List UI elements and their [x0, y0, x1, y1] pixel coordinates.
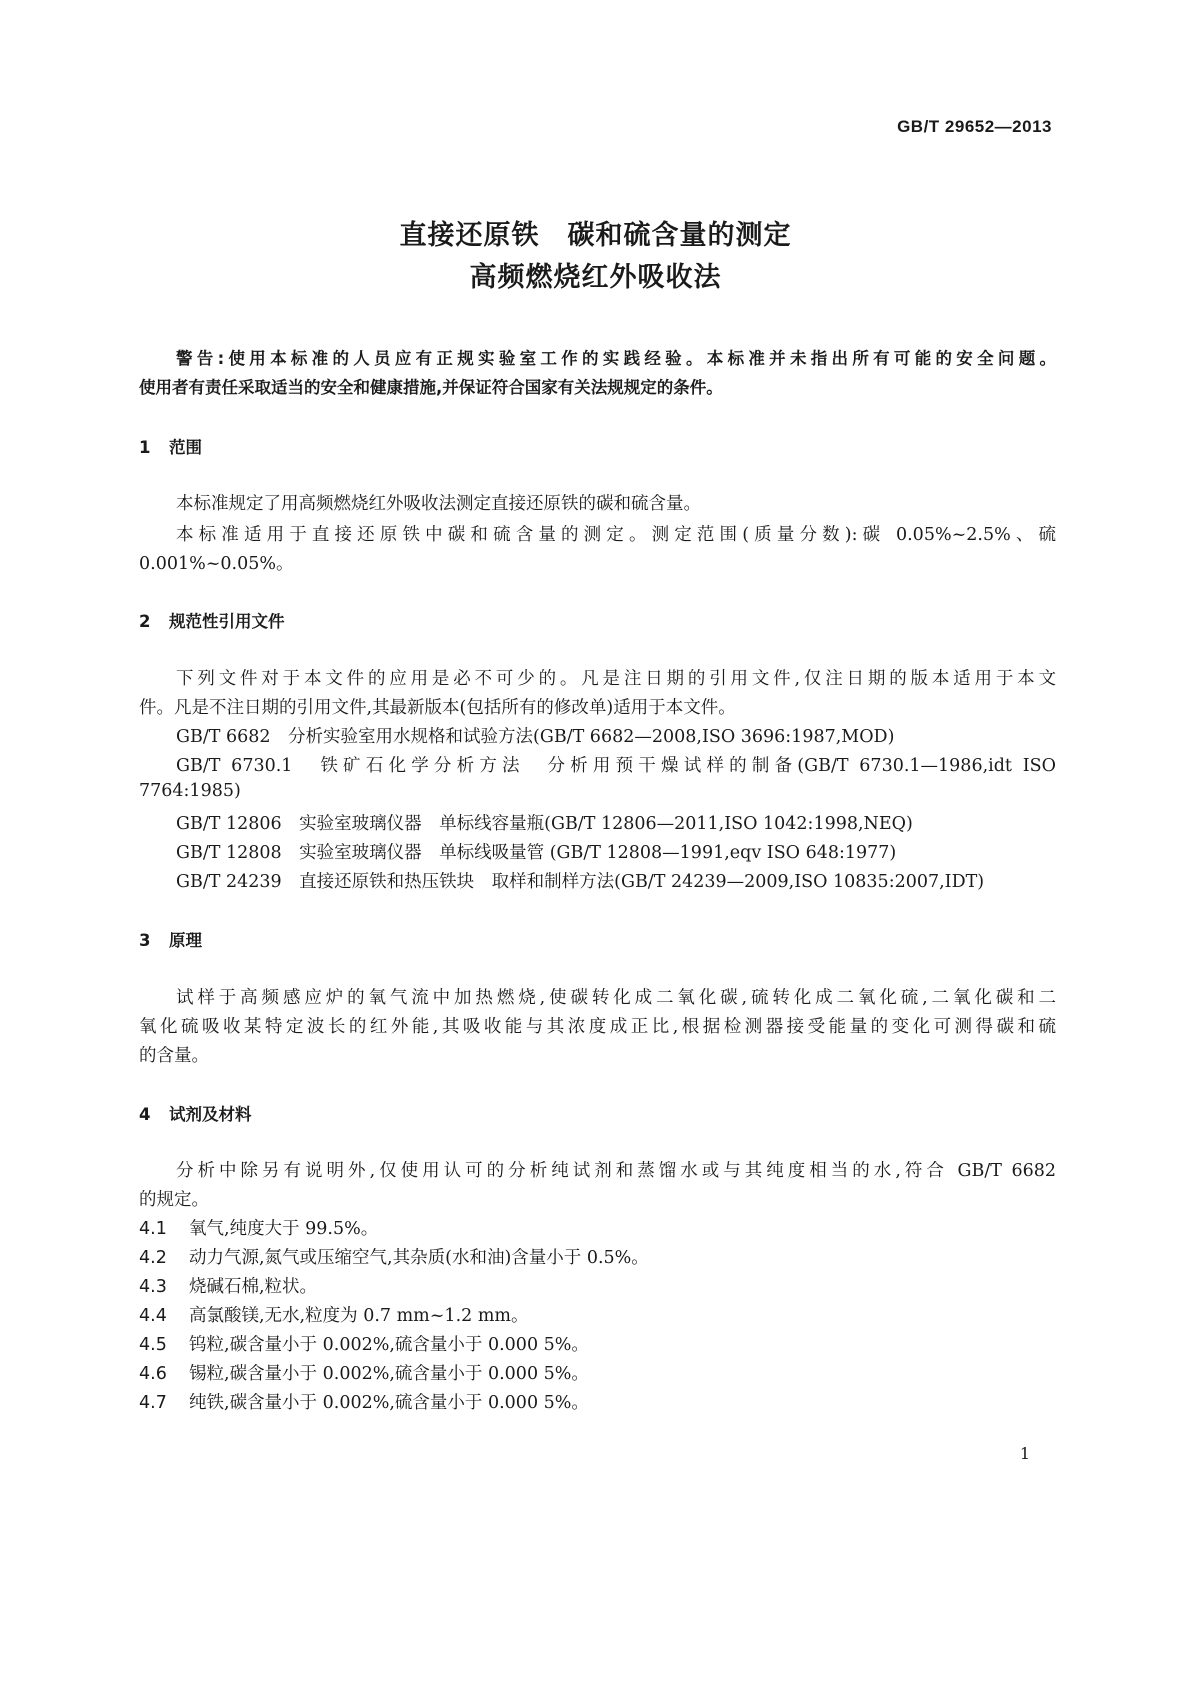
section-3-line-3: 的含量。 — [139, 1046, 209, 1066]
item-text: 纯铁,碳含量小于 0.002%,硫含量小于 0.000 5%。 — [189, 1393, 589, 1413]
section-1-number: 1 — [139, 438, 151, 457]
list-item — [139, 1331, 589, 1356]
section-3-title: 原理 — [169, 931, 202, 950]
page-number: 1 — [1019, 1444, 1030, 1463]
section-1-paragraph-1: 本标准规定了用高频燃烧红外吸收法测定直接还原铁的碳和硫含量。 — [176, 494, 701, 514]
item-number: 4.1 — [139, 1219, 167, 1239]
item-text: 钨粒,碳含量小于 0.002%,硫含量小于 0.000 5%。 — [189, 1335, 589, 1355]
item-number: 4.4 — [139, 1306, 167, 1326]
list-item — [139, 1244, 649, 1269]
list-item — [139, 1360, 589, 1385]
section-2-title: 规范性引用文件 — [169, 612, 285, 631]
reference-gbt-6730-1-continued: 7764:1985) — [139, 781, 241, 801]
item-text: 动力气源,氮气或压缩空气,其杂质(水和油)含量小于 0.5%。 — [189, 1248, 649, 1268]
document-title-line-2: 高频燃烧红外吸收法 — [469, 262, 722, 293]
section-4-intro-line-1: 分析中除另有说明外,仅使用认可的分析纯试剂和蒸馏水或与其纯度相当的水,符合 GB/T 6682 — [176, 1161, 1056, 1181]
reference-gbt-24239: GB/T 24239 直接还原铁和热压铁块 取样和制样方法(GB/T 24239—2009,ISO 10835:2007,IDT) — [176, 872, 985, 892]
item-number: 4.7 — [139, 1393, 167, 1413]
item-number: 4.2 — [139, 1248, 167, 1268]
item-number: 4.5 — [139, 1335, 167, 1355]
item-text: 高氯酸镁,无水,粒度为 0.7 mm~1.2 mm。 — [189, 1306, 529, 1326]
item-text: 氧气,纯度大于 99.5%。 — [189, 1219, 379, 1239]
list-item — [139, 1215, 378, 1240]
document-title-line-1: 直接还原铁 碳和硫含量的测定 — [399, 220, 792, 251]
section-1-title: 范围 — [169, 438, 202, 457]
section-4-title: 试剂及材料 — [169, 1105, 252, 1124]
item-number: 4.6 — [139, 1364, 167, 1384]
section-3-heading — [139, 927, 202, 951]
section-1-paragraph-2-line-1: 本标准适用于直接还原铁中碳和硫含量的测定。测定范围(质量分数):碳 0.05%~2.5%、硫 — [176, 525, 1056, 545]
warning-line-1: 警告:使用本标准的人员应有正规实验室工作的实践经验。本标准并未指出所有可能的安全问题。 — [176, 349, 1056, 368]
section-2-number: 2 — [139, 612, 151, 631]
section-4-number: 4 — [139, 1105, 151, 1124]
section-2-paragraph-line-1: 下列文件对于本文件的应用是必不可少的。凡是注日期的引用文件,仅注日期的版本适用于本文 — [176, 669, 1056, 689]
section-3-line-1: 试样于高频感应炉的氧气流中加热燃烧,使碳转化成二氧化碳,硫转化成二氧化硫,二氧化碳和二 — [176, 988, 1056, 1008]
reference-gbt-12806: GB/T 12806 实验室玻璃仪器 单标线容量瓶(GB/T 12806—2011,ISO 1042:1998,NEQ) — [176, 814, 913, 834]
section-2-paragraph-line-2: 件。凡是不注日期的引用文件,其最新版本(包括所有的修改单)适用于本文件。 — [139, 698, 736, 718]
list-item — [139, 1302, 529, 1327]
item-text: 锡粒,碳含量小于 0.002%,硫含量小于 0.000 5%。 — [189, 1364, 589, 1384]
standard-number: GB/T 29652—2013 — [897, 117, 1052, 136]
section-4-heading — [139, 1101, 252, 1125]
section-1-heading — [139, 434, 202, 458]
section-2-heading — [139, 608, 285, 632]
reference-gbt-6730-1: GB/T 6730.1 铁矿石化学分析方法 分析用预干燥试样的制备(GB/T 6730.1—1986,idt ISO — [176, 756, 1056, 776]
reference-gbt-12808: GB/T 12808 实验室玻璃仪器 单标线吸量管 (GB/T 12808—1991,eqv ISO 648:1977) — [176, 843, 897, 863]
warning-line-2: 使用者有责任采取适当的安全和健康措施,并保证符合国家有关法规规定的条件。 — [139, 378, 723, 397]
reference-gbt-6682: GB/T 6682 分析实验室用水规格和试验方法(GB/T 6682—2008,ISO 3696:1987,MOD) — [176, 727, 895, 747]
section-1-paragraph-2-line-2: 0.001%~0.05%。 — [139, 554, 294, 574]
list-item — [139, 1273, 317, 1298]
item-number: 4.3 — [139, 1277, 167, 1297]
item-text: 烧碱石棉,粒状。 — [189, 1277, 318, 1297]
section-3-line-2: 氧化硫吸收某特定波长的红外能,其吸收能与其浓度成正比,根据检测器接受能量的变化可测得碳和硫 — [139, 1017, 1056, 1037]
section-3-number: 3 — [139, 931, 151, 950]
list-item — [139, 1389, 589, 1414]
section-4-intro-line-2: 的规定。 — [139, 1190, 209, 1210]
